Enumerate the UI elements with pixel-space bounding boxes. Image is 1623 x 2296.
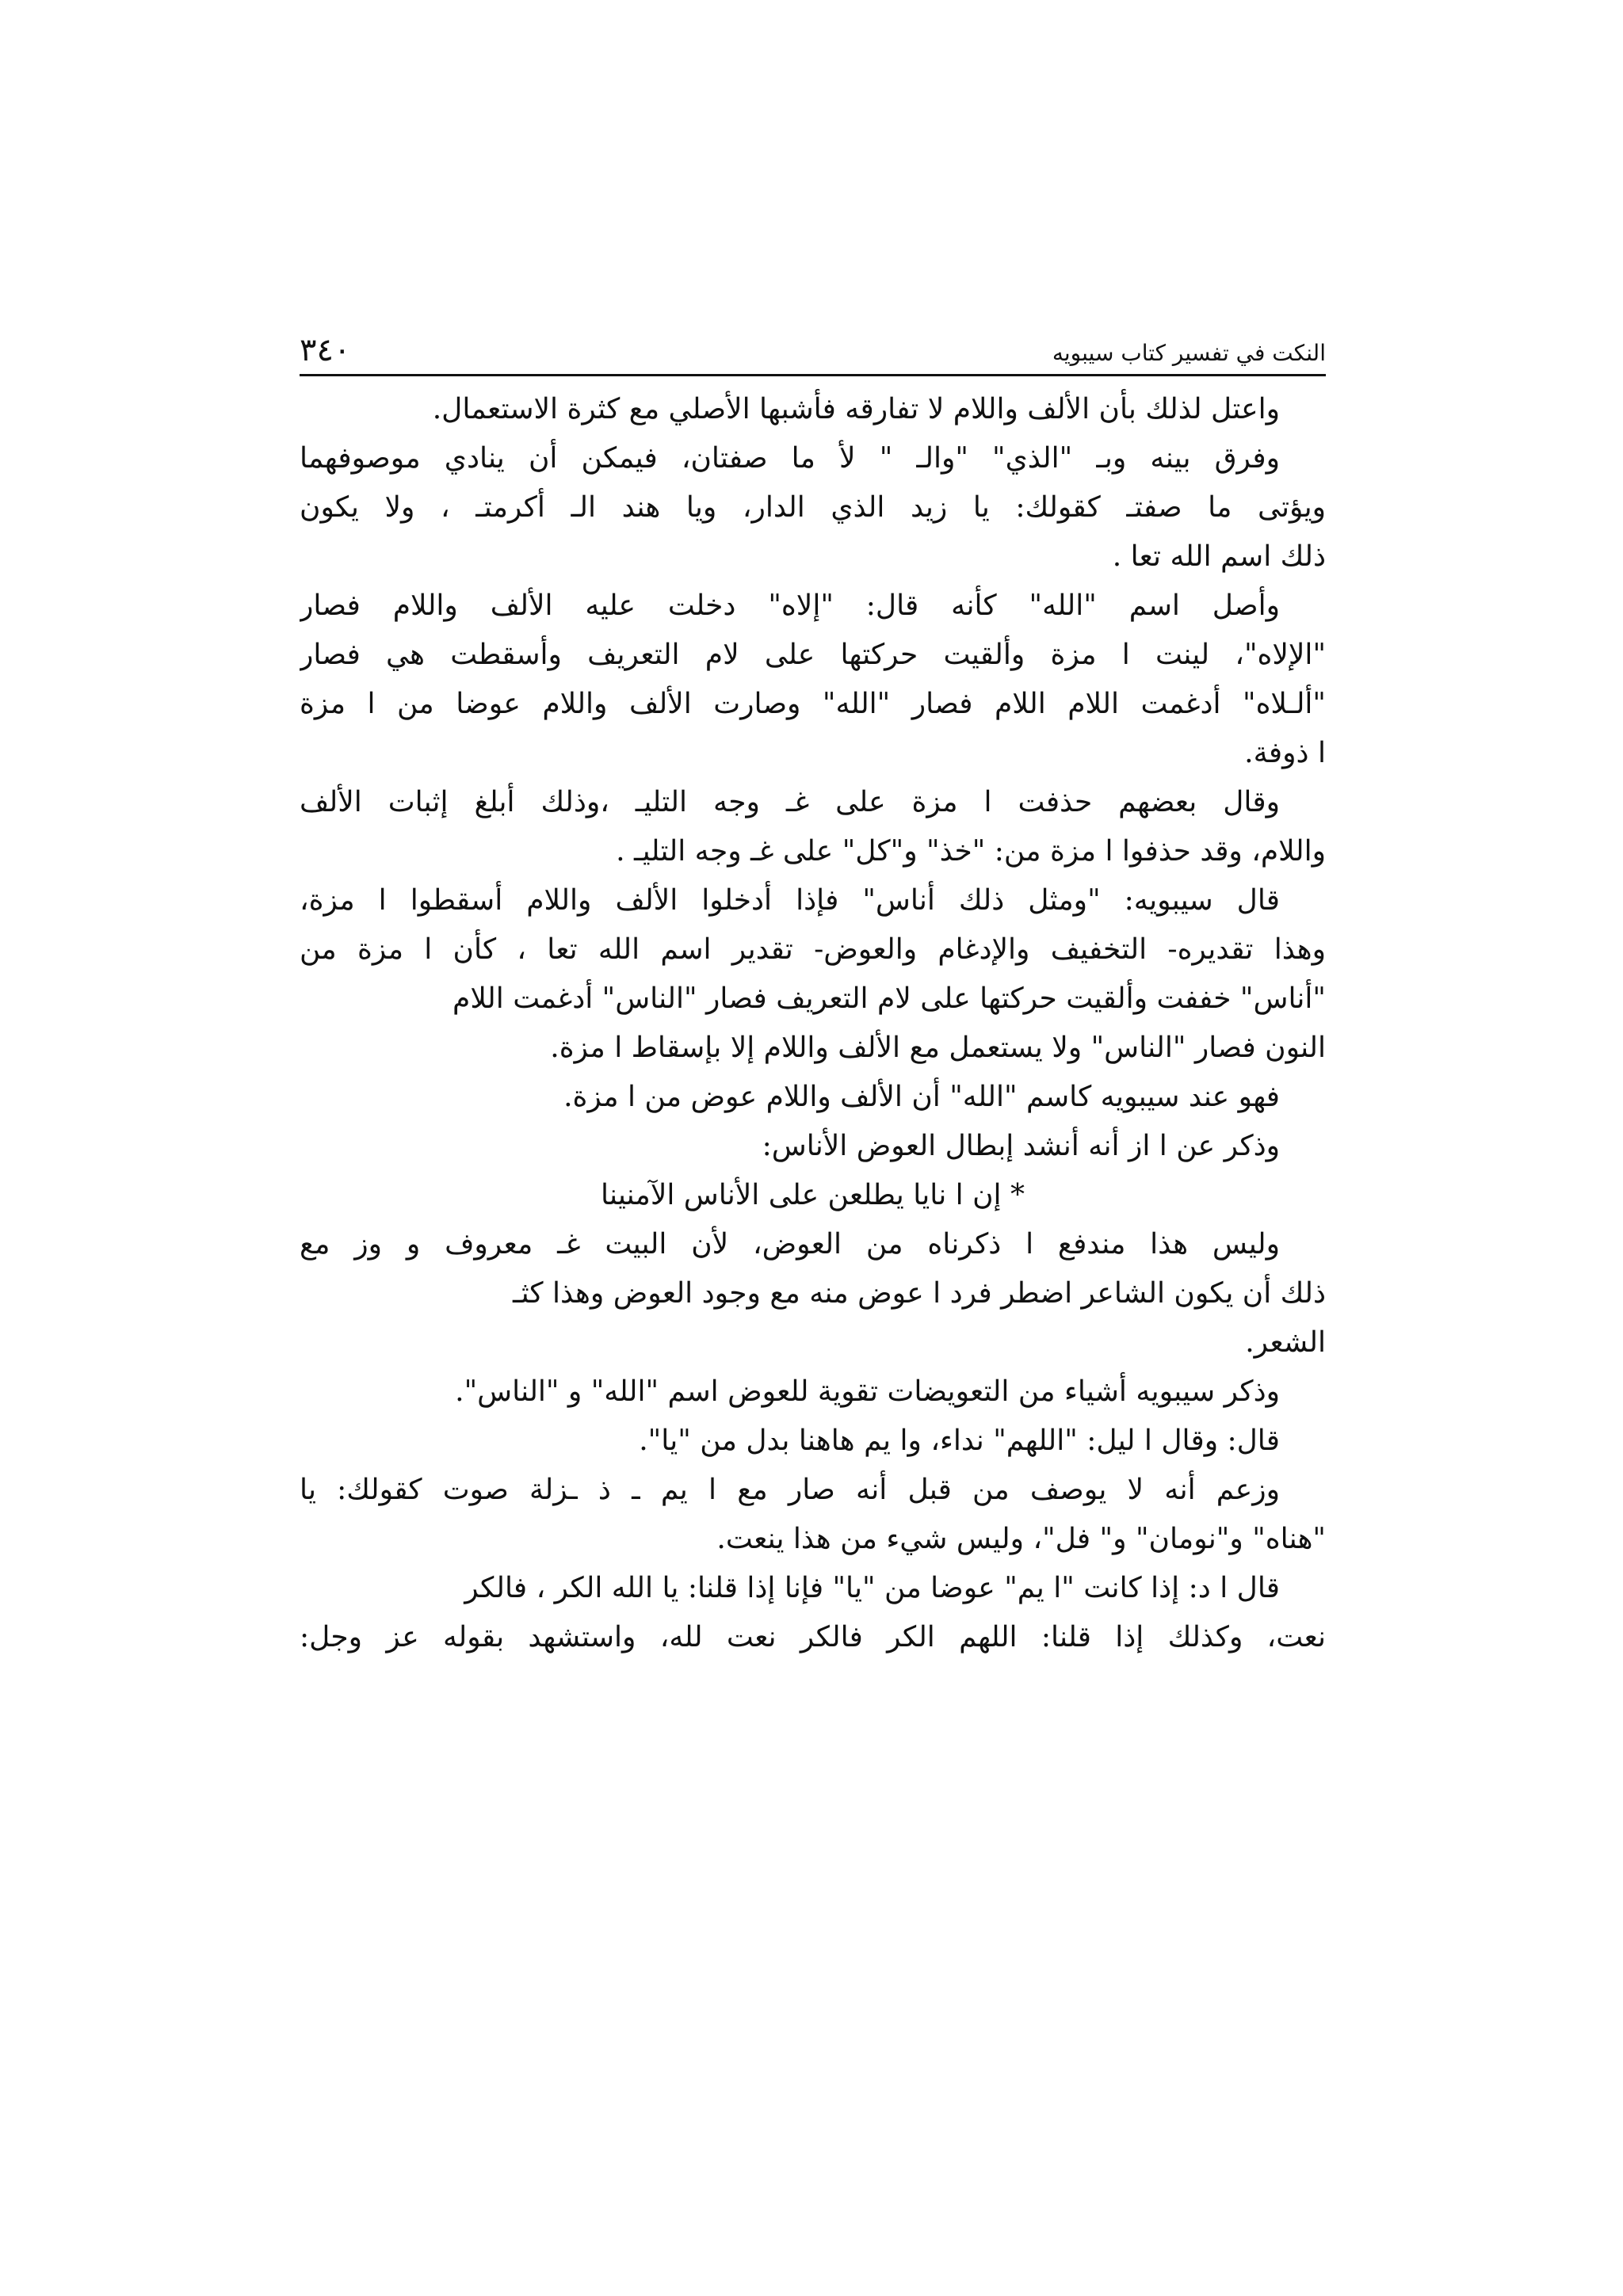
text-line: قال ا د: إذا كانت "ا يم" عوضا من "يا" فإنا إذا قلنا: يا الله الكر ، فالكر: [464, 1572, 1280, 1604]
text-line: وأصل اسم "الله" كأنه قال: "إلاه" دخلت عليه الألف واللام فصار: [300, 589, 1280, 622]
text-line: وهذا تقديره- التخفيف والإدغام والعوض- تقدير اسم الله تعا ، كأن ا مزة من: [300, 933, 1326, 966]
text-line: واللام، وقد حذفوا ا مزة من: "خذ" و"كل" على غـ وجه التليـ .: [616, 835, 1326, 868]
text-line: وذكر سيبويه أشياء من التعويضات تقوية للعوض اسم "الله" و "الناس".: [455, 1375, 1280, 1408]
verse-line: * إن ا نايا يطلعن على الأناس الآمنينا: [600, 1179, 1025, 1211]
body-text: [300, 385, 1326, 1662]
text-line: وذكر عن ا از أنه أنشد إبطال العوض الأناس:: [762, 1130, 1280, 1162]
page-number: ٣٤٠: [300, 332, 351, 368]
text-line: النون فصار "الناس" ولا يستعمل مع الألف واللام إلا بإسقاط ا مزة.: [550, 1032, 1326, 1064]
text-line: قال: وقال ا ليل: "اللهم" نداء، وا يم هاهنا بدل من "يا".: [639, 1425, 1280, 1457]
text-line: ذلك اسم الله تعا .: [1112, 540, 1326, 573]
text-line: فهو عند سيبويه كاسم "الله" أن الألف واللام عوض من ا مزة.: [563, 1081, 1280, 1113]
text-line: الشعر.: [1245, 1326, 1326, 1359]
text-line: "أناس" خففت وألقيت حركتها على لام التعريف فصار "الناس" أدغمت اللام: [453, 982, 1326, 1015]
text-line: وقال بعضهم حذفت ا مزة على غـ وجه التليـ ،وذلك أبلغ إثبات الألف: [300, 786, 1280, 818]
text-line: ويؤتى ما صفتـ كقولك: يا زيد الذي الدار، ويا هند الـ أكرمتـ ، ولا يكون: [300, 491, 1326, 524]
text-line: وليس هذا مندفع ا ذكرناه من العوض، لأن البيت غـ معروف و وز مع: [300, 1228, 1280, 1261]
running-head: [300, 330, 1326, 369]
header-rule: [300, 374, 1326, 376]
text-line: وفرق بينه وبـ "الذي" "والـ " لأ ما صفتان، فيمكن أن ينادي موصوفهما: [300, 442, 1280, 475]
running-title: النكت في تفسير كتاب سيبويه: [1052, 340, 1326, 366]
text-line: وزعم أنه لا يوصف من قبل أنه صار مع ا يم ـ ذ ـزلة صوت كقولك: يا: [300, 1474, 1280, 1506]
text-line: "ألـلاه" أدغمت اللام اللام فصار "الله" وصارت الألف واللام عوضا من ا مزة: [300, 688, 1326, 720]
text-line: نعت، وكذلك إذا قلنا: اللهم الكر فالكر نعت لله، واستشهد بقوله عز وجل:: [300, 1621, 1326, 1653]
text-line: "الإلاه"، لينت ا مزة وألقيت حركتها على لام التعريف وأسقطت هي فصار: [300, 639, 1326, 671]
text-line: واعتل لذلك بأن الألف واللام لا تفارقه فأشبها الأصلي مع كثرة الاستعمال.: [432, 393, 1280, 425]
text-line: قال سيبويه: "ومثل ذلك أناس" فإذا أدخلوا الألف واللام أسقطوا ا مزة،: [300, 884, 1280, 917]
text-line: ا ذوفة.: [1244, 737, 1326, 769]
text-line: ذلك أن يكون الشاعر اضطر فرد ا عوض منه مع وجود العوض وهذا كثـ: [513, 1277, 1326, 1310]
text-line: "هناه" و"نومان" و" فل"، وليس شيء من هذا ينعت.: [716, 1523, 1326, 1555]
